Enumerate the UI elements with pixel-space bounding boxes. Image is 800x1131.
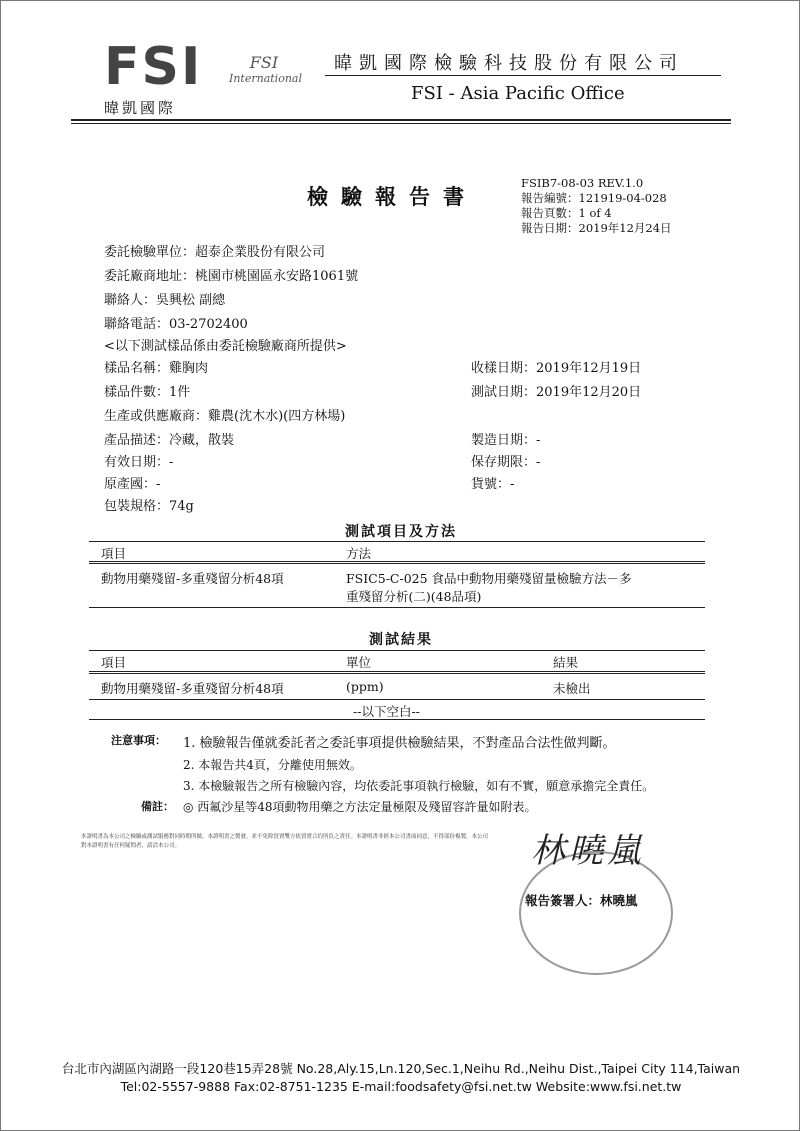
blank-marker: --以下空白-- bbox=[353, 704, 420, 719]
client-contact: 聯絡人：吳興松 副總 bbox=[104, 293, 226, 308]
results-col-result: 結果 bbox=[553, 655, 579, 670]
note-3: 3. 本檢驗報告之所有檢驗內容，均依委託事項執行檢驗，如有不實，願意承擔完全責任。 bbox=[183, 779, 655, 793]
results-bottom-rule bbox=[89, 699, 705, 700]
report-number: 報告編號：121919-04-028 bbox=[521, 191, 667, 205]
report-pages: 報告頁數：1 of 4 bbox=[521, 206, 612, 220]
footer-address: 台北市內湖區內湖路一段120巷15弄28號 No.28,Aly.15,Ln.120,Sec.1,Neihu Rd.,Neihu Dist.,Taipei City 114,Taiwan bbox=[61, 1061, 741, 1076]
sample-packaging: 包裝規格：74g bbox=[104, 499, 194, 514]
note-2: 2. 本報告共4頁，分離使用無效。 bbox=[183, 758, 362, 772]
fsi-international-mark bbox=[229, 53, 302, 85]
top-rule bbox=[71, 119, 731, 121]
signatory-label: 報告簽署人：林曉嵐 bbox=[525, 893, 638, 908]
client-unit: 委託檢驗單位：超泰企業股份有限公司 bbox=[104, 245, 326, 260]
received-date: 收樣日期：2019年12月19日 bbox=[471, 361, 642, 376]
methods-row-method-1: FSIC5-C-025 食品中動物用藥殘留量檢驗方法－多 bbox=[346, 571, 632, 586]
results-col-item: 項目 bbox=[101, 655, 127, 670]
sample-description: 產品描述：冷藏，散裝 bbox=[104, 433, 235, 448]
methods-row-method-2: 重殘留分析(二)(48品項) bbox=[346, 589, 482, 604]
logo-cn: 暐凱國際 bbox=[104, 99, 177, 117]
top-rule-thin bbox=[71, 123, 731, 124]
sample-name: 樣品名稱：雞胸肉 bbox=[104, 361, 209, 376]
fine-print: 本證明書為本公司之檢驗或測試服務對同時期所做，本證明書之製發，並不免除買賣雙方依買賣合約所負之責任。本證明書非經本公司書面同意，不得部份複製。本公司對本證明書有任何疑問者，請洽本公司。 bbox=[81, 834, 489, 849]
results-col-unit: 單位 bbox=[346, 655, 372, 670]
client-address: 委託廠商地址：桃園市桃園區永安路1061號 bbox=[104, 269, 359, 284]
methods-header-rule bbox=[89, 561, 705, 564]
company-name-cn: 暐凱國際檢驗科技股份有限公司 bbox=[334, 53, 684, 74]
methods-col-item: 項目 bbox=[101, 546, 127, 561]
results-header-rule bbox=[89, 671, 705, 674]
intl-line-2: International bbox=[229, 72, 302, 85]
form-number: FSIB7-08-03 REV.1.0 bbox=[521, 176, 644, 190]
test-date: 測試日期：2019年12月20日 bbox=[471, 385, 642, 400]
report-meta bbox=[521, 176, 672, 236]
results-row-result: 未檢出 bbox=[553, 681, 591, 696]
results-top-rule bbox=[89, 650, 705, 651]
methods-bottom-rule bbox=[89, 607, 705, 608]
manufacture-date: 製造日期：- bbox=[471, 433, 541, 448]
sample-source-note: <以下測試樣品係由委託檢驗廠商所提供> bbox=[104, 339, 347, 354]
methods-row-item: 動物用藥殘留-多重殘留分析48項 bbox=[101, 571, 284, 586]
methods-section-title: 測試項目及方法 bbox=[345, 524, 457, 540]
sample-origin: 原產國：- bbox=[104, 477, 161, 492]
logo-text: FSI bbox=[104, 37, 203, 97]
results-section-title: 測試結果 bbox=[369, 632, 433, 648]
sample-producer: 生產或供應廠商：雞農(沈木水)(四方林場) bbox=[104, 409, 346, 424]
header-divider bbox=[325, 75, 721, 76]
footer-contact: Tel:02-5557-9888 Fax:02-8751-1235 E-mail:foodsafety@fsi.net.tw Website:www.fsi.net.tw bbox=[120, 1079, 682, 1094]
handwritten-signature: 林曉嵐 bbox=[531, 831, 645, 871]
shelf-life: 保存期限：- bbox=[471, 455, 541, 470]
sample-count: 樣品件數：1件 bbox=[104, 385, 191, 400]
report-date: 報告日期：2019年12月24日 bbox=[521, 221, 672, 235]
methods-top-rule bbox=[89, 541, 705, 542]
methods-col-method: 方法 bbox=[346, 546, 372, 561]
fsi-logo bbox=[104, 37, 203, 118]
report-title: 檢驗報告書 bbox=[307, 184, 477, 209]
intl-line-1: FSI bbox=[249, 53, 279, 72]
results-end-rule bbox=[89, 719, 705, 720]
remark-text: ◎ 西氟沙星等48項動物用藥之方法定量極限及殘留容許量如附表。 bbox=[183, 800, 537, 814]
client-phone: 聯絡電話：03-2702400 bbox=[104, 317, 248, 332]
company-name-en: FSI - Asia Pacific Office bbox=[411, 83, 625, 104]
notes-label: 注意事項： bbox=[111, 734, 166, 747]
results-row-item: 動物用藥殘留-多重殘留分析48項 bbox=[101, 681, 284, 696]
remark-label: 備註： bbox=[141, 800, 174, 813]
item-number: 貨號：- bbox=[471, 477, 515, 492]
note-1: 1. 檢驗報告僅就委託者之委託事項提供檢驗結果，不對產品合法性做判斷。 bbox=[183, 736, 616, 751]
sample-expiry: 有效日期：- bbox=[104, 455, 174, 470]
results-row-unit: (ppm) bbox=[346, 679, 384, 694]
